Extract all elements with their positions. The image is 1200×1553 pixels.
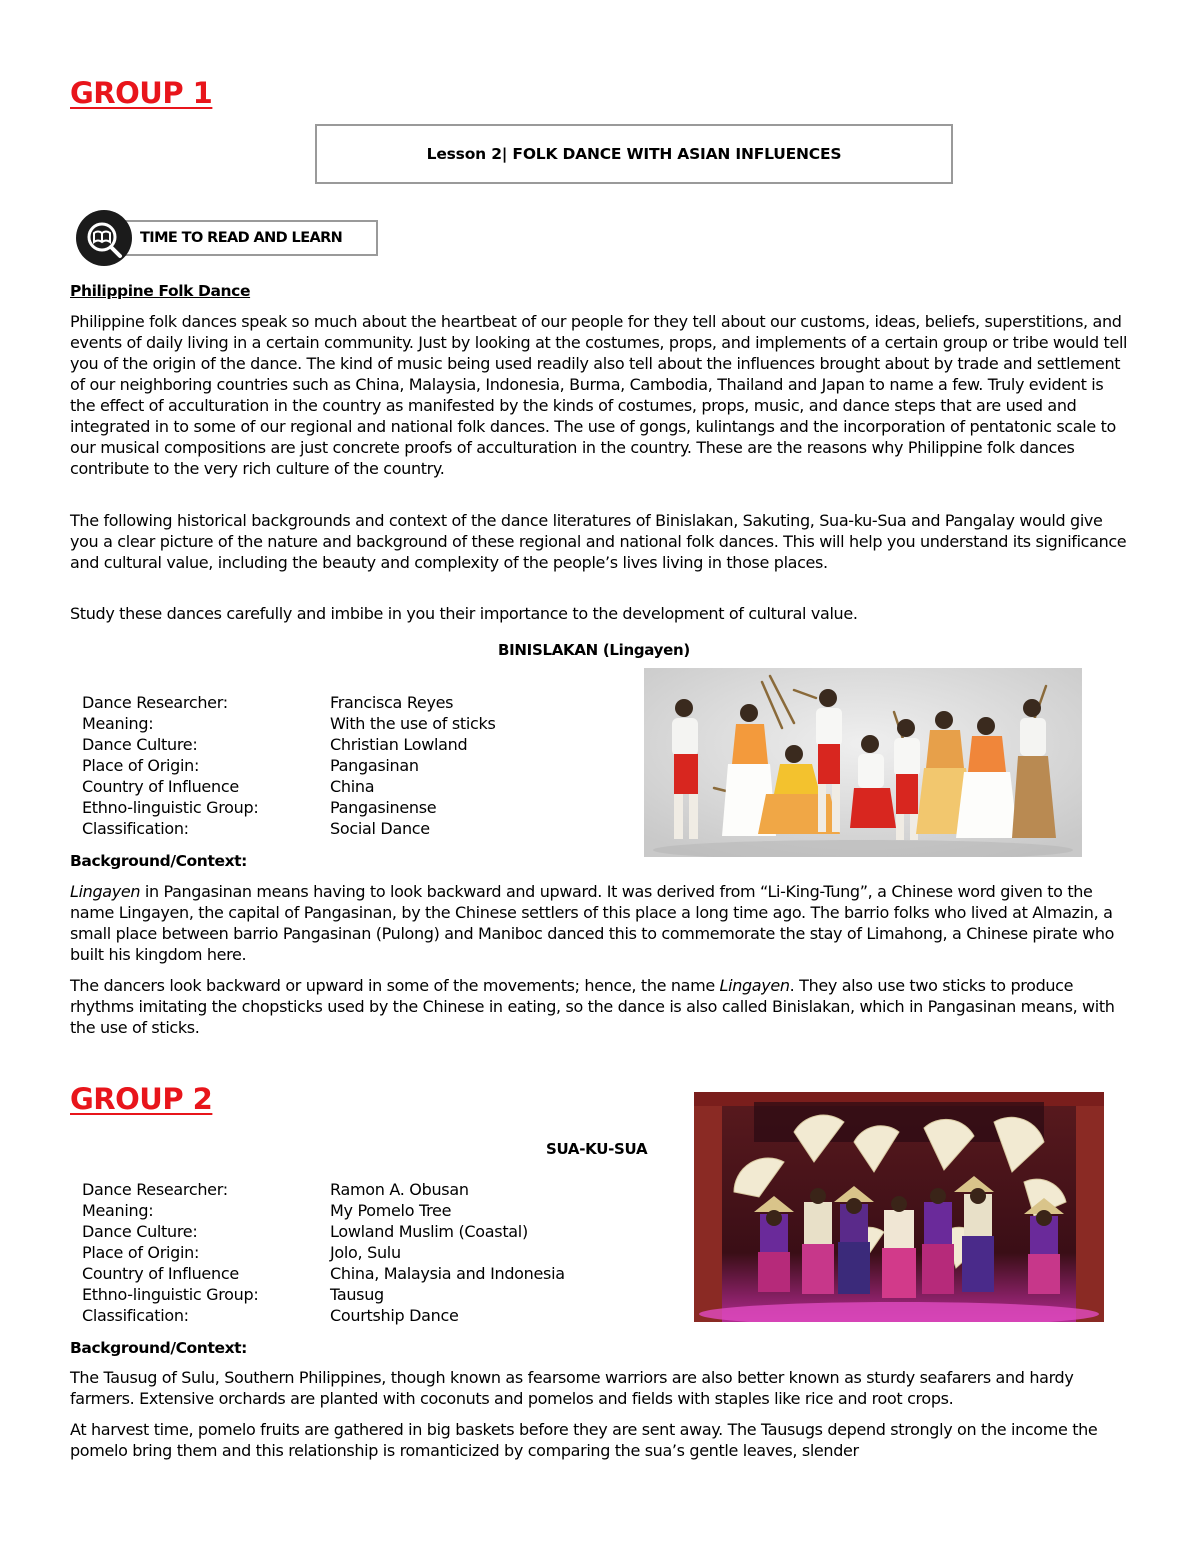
lesson-title: Lesson 2| FOLK DANCE WITH ASIAN INFLUENCES <box>426 145 842 163</box>
sua-ku-sua-photo <box>694 1092 1104 1322</box>
info-value: Tausug <box>330 1285 384 1304</box>
info-label: Dance Culture: <box>82 735 198 754</box>
emphasis-lingayen: Lingayen <box>719 976 790 995</box>
paragraph-text: . They also use two sticks to produce rhythms imitating the chopsticks used by the Chinese in eating, so the dance is also called Binislakan, which in Pangasinan means, with the use of sticks. <box>70 976 1115 1037</box>
group-2-title: GROUP 2 <box>70 1082 213 1116</box>
paragraph-text: in Pangasinan means having to look backward and upward. It was derived from “Li-King-Tung”, a Chinese word given to the name Lingayen, the capital of Pangasinan, by the Chinese settlers of this place a long time ago. The barrio folks who lived at Almazin, a small place between barrio Pangasinan (Pulong) and Maniboc danced this to commemorate the stay of Limahong, a Chinese pirate who built his kingdom here. <box>70 882 1115 964</box>
info-label: Country of Influence <box>82 1264 239 1283</box>
info-label: Meaning: <box>82 1201 154 1220</box>
info-label: Meaning: <box>82 714 154 733</box>
binislakan-background-paragraph-2 <box>70 975 1130 1038</box>
info-row <box>82 1263 565 1284</box>
info-value: China, Malaysia and Indonesia <box>330 1264 565 1283</box>
info-value: Ramon A. Obusan <box>330 1180 469 1199</box>
info-label: Classification: <box>82 1306 189 1325</box>
info-value: My Pomelo Tree <box>330 1201 452 1220</box>
info-value: China <box>330 777 375 796</box>
intro-paragraph-3: Study these dances carefully and imbibe in you their importance to the development of cultural value. <box>70 604 858 623</box>
sua-ku-sua-background-paragraph-1: The Tausug of Sulu, Southern Philippines, though known as fearsome warriors are also better known as sturdy seafarers and hardy farmers. Extensive orchards are planted with coconuts and pomelos and fields with staples like rice and root crops. <box>70 1368 1074 1408</box>
book-search-icon <box>76 210 132 266</box>
info-value: Christian Lowland <box>330 735 468 754</box>
info-label: Place of Origin: <box>82 1243 200 1262</box>
binislakan-background-label: Background/Context: <box>70 852 247 870</box>
info-label: Country of Influence <box>82 777 239 796</box>
info-value: Pangasinense <box>330 798 437 817</box>
info-row <box>82 1200 565 1221</box>
info-label: Dance Culture: <box>82 1222 198 1241</box>
dance-title-sua-ku-sua: SUA-KU-SUA <box>546 1140 648 1158</box>
binislakan-info-table <box>82 692 496 839</box>
info-row <box>82 1242 565 1263</box>
sua-ku-sua-background-paragraph-2: At harvest time, pomelo fruits are gathered in big baskets before they are sent away. The Tausugs depend strongly on the income the pomelo bring them and this relationship is romanticized by comparing the sua’s gentle leaves, slender <box>70 1420 1098 1460</box>
binislakan-background-paragraph-1 <box>70 881 1130 965</box>
info-label: Ethno-linguistic Group: <box>82 798 259 817</box>
info-label: Dance Researcher: <box>82 1180 228 1199</box>
info-row <box>82 734 496 755</box>
binislakan-photo <box>644 668 1082 857</box>
lesson-title-box <box>315 124 953 184</box>
info-row <box>82 1284 565 1305</box>
time-to-read-badge <box>112 220 378 256</box>
info-row <box>82 692 496 713</box>
badge-label: TIME TO READ AND LEARN <box>140 230 343 246</box>
info-row <box>82 1179 565 1200</box>
info-row <box>82 776 496 797</box>
info-value: Social Dance <box>330 819 430 838</box>
info-row <box>82 755 496 776</box>
info-row <box>82 713 496 734</box>
section-heading: Philippine Folk Dance <box>70 282 251 300</box>
info-row <box>82 797 496 818</box>
info-label: Classification: <box>82 819 189 838</box>
info-label: Place of Origin: <box>82 756 200 775</box>
info-row <box>82 1305 565 1326</box>
sua-ku-sua-background-label: Background/Context: <box>70 1339 247 1357</box>
intro-paragraph-2: The following historical backgrounds and context of the dance literatures of Binislakan, Sakuting, Sua-ku-Sua and Pangalay would give you a clear picture of the nature and background of these regional and national folk dances. This will help you understand its significance and cultural value, including the beauty and complexity of the people’s lives living in those places. <box>70 511 1127 572</box>
info-row <box>82 818 496 839</box>
info-value: Francisca Reyes <box>330 693 454 712</box>
info-value: Jolo, Sulu <box>330 1243 401 1262</box>
group-1-title: GROUP 1 <box>70 76 213 110</box>
intro-paragraph-1: Philippine folk dances speak so much about the heartbeat of our people for they tell about our customs, ideas, beliefs, superstitions, and events of daily living in a certain community. Just by looking at the costumes, props, and implements of a certain group or tribe would tell you of the origin of the dance. The kind of music being used readily also tell about the influences brought about by trade and settlement of our neighboring countries such as China, Malaysia, Indonesia, Burma, Cambodia, Thailand and Japan to name a few. Truly evident is the effect of acculturation in the country as manifested by the kinds of costumes, props, music, and dance steps that are used and integrated in to some of our regional and national folk dances. The use of gongs, kulintangs and the incorporation of pentatonic scale to our musical compositions are just concrete proofs of acculturation in the country. These are the reasons why Philippine folk dances contribute to the very rich culture of the country. <box>70 312 1128 478</box>
info-value: Pangasinan <box>330 756 419 775</box>
sua-ku-sua-info-table <box>82 1179 565 1326</box>
info-label: Dance Researcher: <box>82 693 228 712</box>
info-value: Lowland Muslim (Coastal) <box>330 1222 528 1241</box>
paragraph-text: The dancers look backward or upward in some of the movements; hence, the name <box>70 976 720 995</box>
info-value: Courtship Dance <box>330 1306 459 1325</box>
info-row <box>82 1221 565 1242</box>
info-value: With the use of sticks <box>330 714 496 733</box>
dance-title-binislakan: BINISLAKAN (Lingayen) <box>498 641 690 659</box>
info-label: Ethno-linguistic Group: <box>82 1285 259 1304</box>
emphasis-lingayen: Lingayen <box>70 882 141 901</box>
